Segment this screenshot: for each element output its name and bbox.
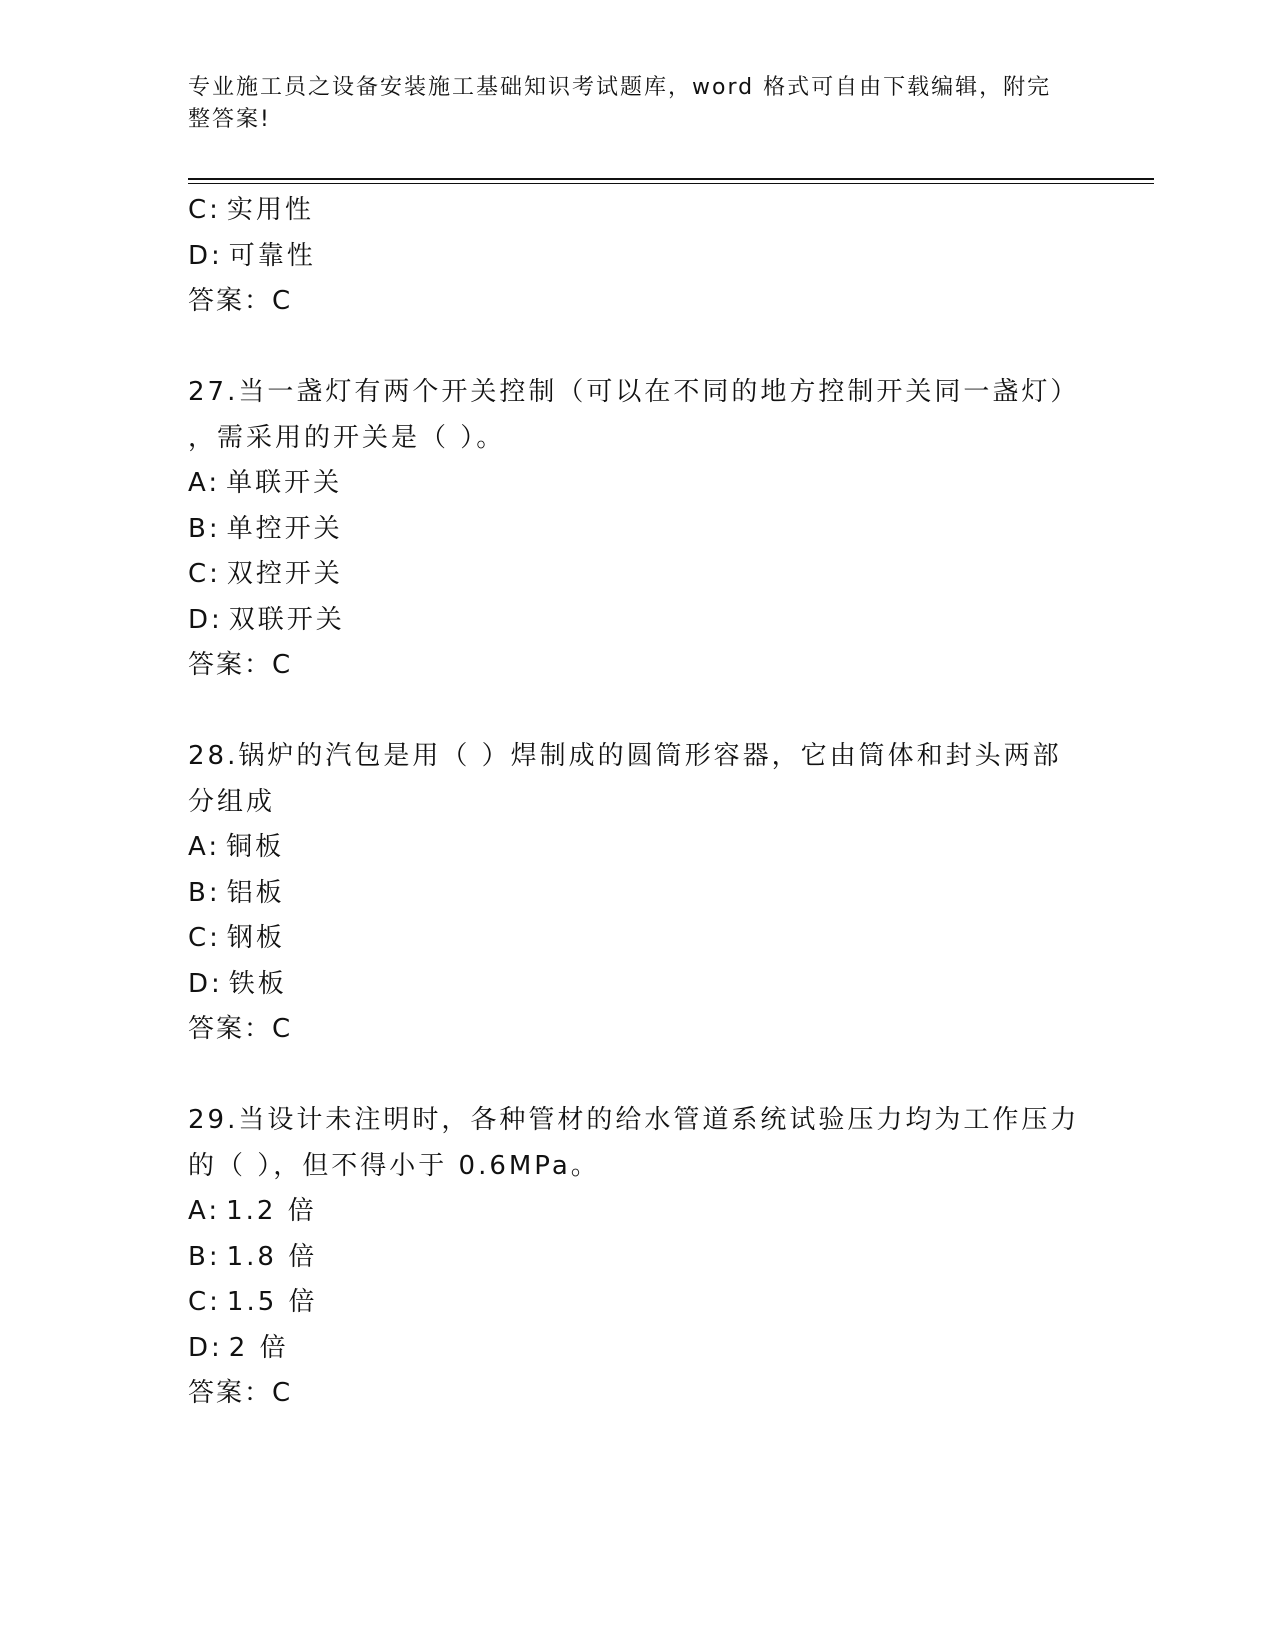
question-26-tail (188, 188, 1088, 325)
option-a (188, 825, 1088, 871)
question-stem-line-2: 分组成 (188, 786, 276, 817)
option-c (188, 1280, 1088, 1326)
option-c (188, 188, 1088, 234)
question-27 (188, 370, 1088, 689)
option-letter: C: (188, 923, 221, 953)
header-divider-thick (188, 178, 1154, 180)
option-letter: C: (188, 559, 221, 589)
option-letter: D: (188, 604, 223, 635)
header-line-1: 专业施工员之设备安装施工基础知识考试题库，word 格式可自由下载编辑，附完 (188, 75, 1052, 100)
option-text: 铝板 (226, 877, 285, 908)
option-text: 1.2 倍 (226, 1196, 317, 1226)
option-b (188, 871, 1088, 917)
answer-line (188, 643, 1088, 689)
option-text: 双控开关 (226, 559, 343, 589)
option-c (188, 916, 1088, 962)
option-text: 单联开关 (226, 468, 343, 498)
option-letter: B: (188, 1241, 221, 1272)
answer-value: C (272, 286, 293, 316)
option-b (188, 1235, 1088, 1281)
option-letter: C: (188, 195, 221, 225)
answer-label: 答案： (188, 650, 273, 680)
option-letter: A: (188, 832, 221, 862)
header-line-2: 整答案! (188, 107, 271, 132)
header-divider-thin (188, 183, 1154, 184)
question-stem-line-2: 的（ ），但不得小于 0.6MPa。 (188, 1150, 600, 1181)
option-letter: B: (188, 877, 221, 908)
option-letter: C: (188, 1287, 221, 1317)
option-d (188, 1326, 1088, 1372)
answer-line (188, 1371, 1088, 1417)
document-header (188, 72, 1068, 136)
option-text: 铁板 (228, 968, 287, 999)
option-text: 单控开关 (226, 513, 343, 544)
question-stem-line-1: 28.锅炉的汽包是用（ ）焊制成的圆筒形容器，它由筒体和封头两部 (188, 741, 1062, 771)
spacer (188, 689, 1088, 735)
question-28 (188, 734, 1088, 1053)
option-text: 双联开关 (228, 604, 345, 635)
answer-label: 答案： (188, 1378, 273, 1408)
answer-line (188, 279, 1088, 325)
option-b (188, 507, 1088, 553)
answer-line (188, 1007, 1088, 1053)
option-letter: A: (188, 1196, 221, 1226)
option-text: 1.5 倍 (226, 1287, 318, 1317)
question-stem-line-1: 29.当设计未注明时，各种管材的给水管道系统试验压力均为工作压力 (188, 1105, 1080, 1135)
answer-value: C (272, 1378, 293, 1408)
answer-value: C (272, 650, 293, 680)
option-letter: B: (188, 513, 221, 544)
answer-value: C (272, 1014, 293, 1044)
option-text: 2 倍 (228, 1332, 289, 1363)
option-a (188, 461, 1088, 507)
option-text: 钢板 (226, 923, 285, 953)
option-a (188, 1189, 1088, 1235)
option-text: 铜板 (226, 832, 285, 862)
answer-label: 答案： (188, 1014, 273, 1044)
option-c (188, 552, 1088, 598)
spacer (188, 1053, 1088, 1099)
option-text: 1.8 倍 (226, 1241, 318, 1272)
option-letter: D: (188, 1332, 223, 1363)
option-text: 实用性 (226, 195, 314, 225)
option-letter: A: (188, 468, 221, 498)
question-list (188, 188, 1088, 1417)
option-d (188, 962, 1088, 1008)
answer-label: 答案： (188, 286, 273, 316)
option-d (188, 598, 1088, 644)
question-stem-line-2: ，需采用的开关是（ ）。 (188, 422, 506, 453)
spacer (188, 325, 1088, 371)
question-stem-line-1: 27.当一盏灯有两个开关控制（可以在不同的地方控制开关同一盏灯） (188, 377, 1080, 407)
option-text: 可靠性 (228, 240, 316, 271)
option-letter: D: (188, 968, 223, 999)
option-letter: D: (188, 240, 223, 271)
option-d (188, 234, 1088, 280)
question-29 (188, 1098, 1088, 1417)
